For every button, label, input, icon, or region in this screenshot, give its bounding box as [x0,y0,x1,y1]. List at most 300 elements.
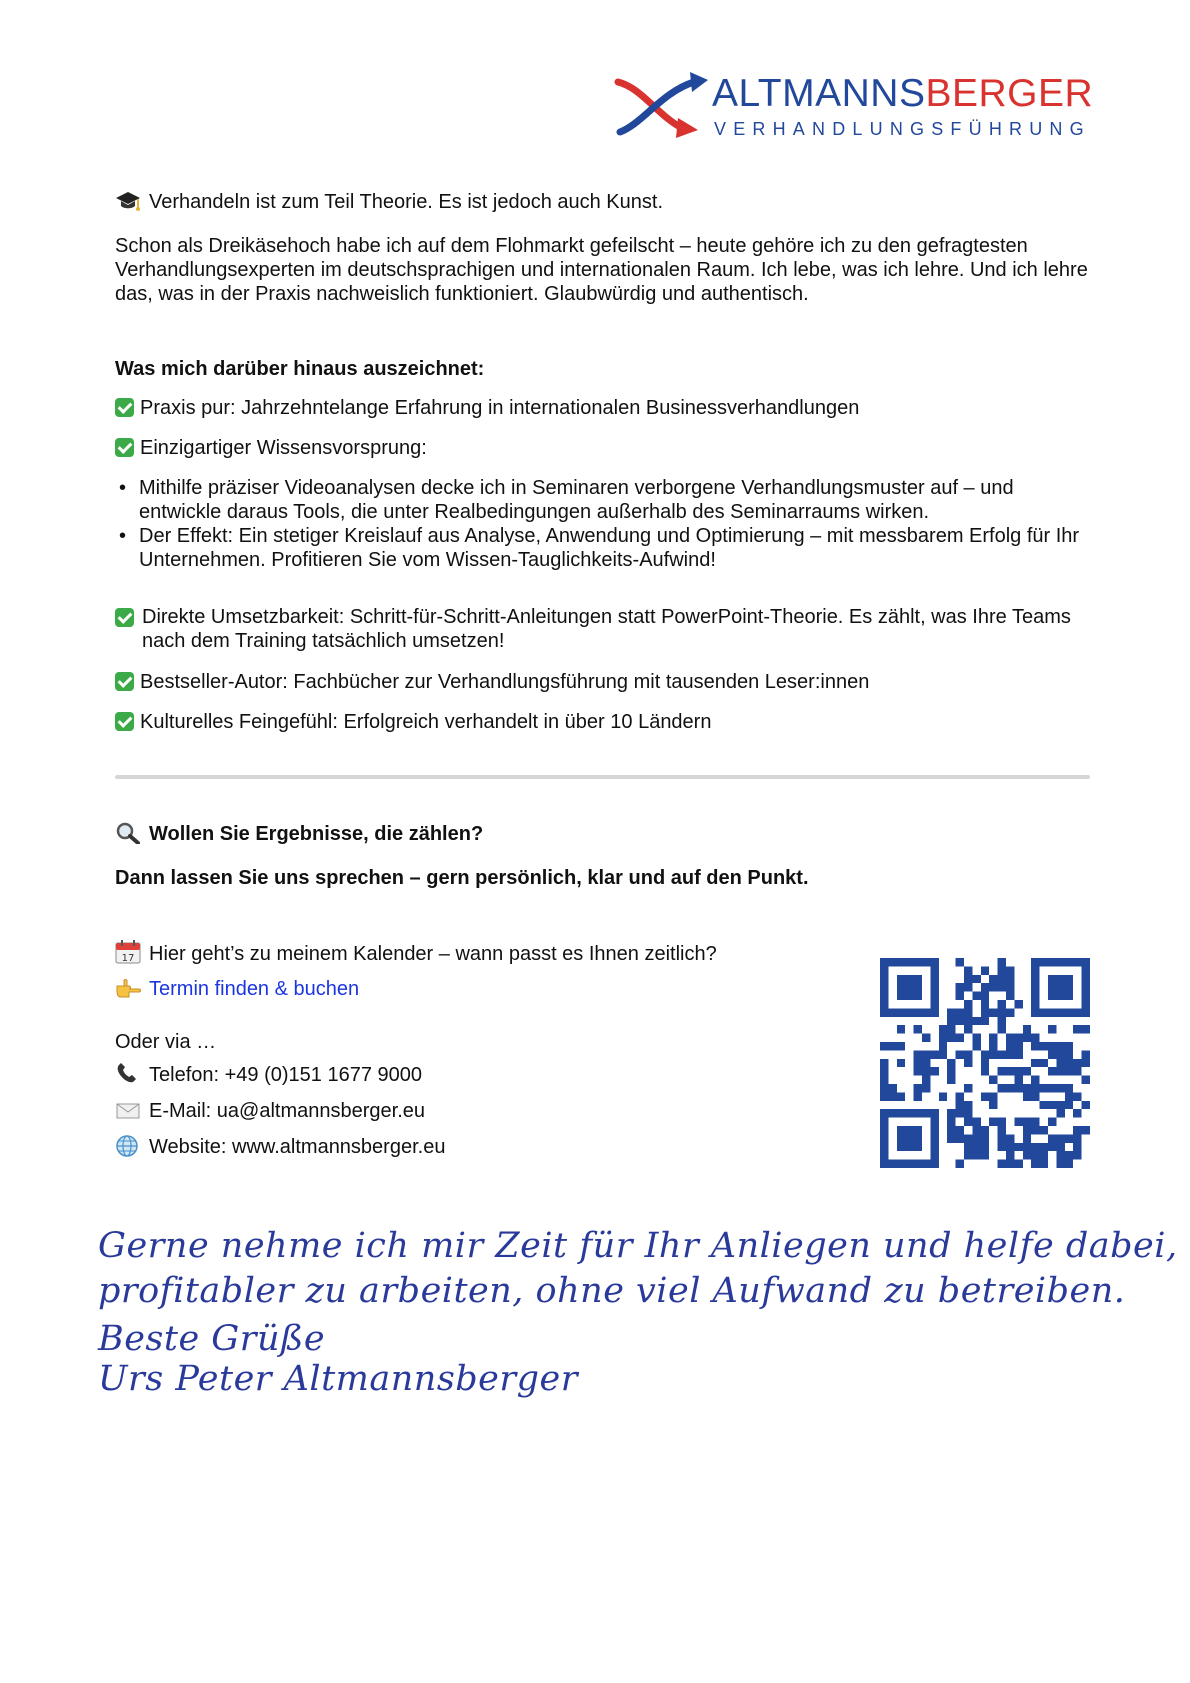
qr-module [981,992,989,1000]
qr-module [998,1126,1006,1134]
qr-module [1006,1134,1014,1142]
qr-module [905,1160,913,1168]
qr-module [939,1042,947,1050]
feature-text: Kulturelles Feingefühl: Erfolgreich verhandelt in über 10 Ländern [140,711,712,733]
qr-module [897,1160,905,1168]
qr-module [1006,1042,1014,1050]
qr-module [1073,1008,1081,1016]
qr-module [1040,1008,1048,1016]
qr-module [1023,1034,1031,1042]
qr-module [964,1084,972,1092]
qr-module [1048,975,1056,983]
qr-module [930,1109,938,1117]
qr-module [1031,1092,1039,1100]
qr-module [930,1067,938,1075]
qr-module [914,958,922,966]
qr-module [1031,958,1039,966]
qr-module [947,1034,955,1042]
qr-module [1006,966,1014,974]
qr-module [1023,1092,1031,1100]
qr-module [930,1118,938,1126]
qr-module [964,1118,972,1126]
qr-module [1073,1059,1081,1067]
qr-module [956,1160,964,1168]
qr-module [998,1000,1006,1008]
logo-word-part1: ALTMANNS [712,72,926,115]
qr-module [897,1042,905,1050]
pointing-hand-icon [115,977,141,999]
qr-module [1082,1050,1090,1058]
qr-module [998,1160,1006,1168]
qr-module [998,958,1006,966]
qr-module [914,1025,922,1033]
qr-module [1048,1118,1056,1126]
qr-module [905,975,913,983]
magnifier-icon [115,822,141,844]
qr-module [897,1008,905,1016]
qr-module [1073,1134,1081,1142]
qr-module [1082,1025,1090,1033]
qr-module [964,1000,972,1008]
qr-module [930,1000,938,1008]
qr-module [880,983,888,991]
qr-module [1031,992,1039,1000]
qr-module [1082,958,1090,966]
qr-module [939,1034,947,1042]
qr-module [1040,1101,1048,1109]
qr-module [1065,983,1073,991]
qr-module [964,1101,972,1109]
qr-module [972,1143,980,1151]
qr-module [989,1118,997,1126]
qr-module [930,1160,938,1168]
qr-module [1031,983,1039,991]
check-icon [115,398,134,417]
qr-module [888,1084,896,1092]
qr-module [1065,1067,1073,1075]
qr-module [888,1160,896,1168]
qr-module [947,1025,955,1033]
qr-module [1073,1092,1081,1100]
qr-module [930,1143,938,1151]
qr-module [1014,1067,1022,1075]
qr-module [1082,992,1090,1000]
qr-module [981,1008,989,1016]
qr-module [1048,1042,1056,1050]
logo-word-part2: BERGER [925,72,1094,115]
qr-module [1065,1008,1073,1016]
qr-module [1031,1118,1039,1126]
qr-module [989,1042,997,1050]
qr-module [1065,992,1073,1000]
qr-module [1048,1067,1056,1075]
qr-module [956,958,964,966]
qr-module [1082,1000,1090,1008]
qr-module [914,1050,922,1058]
qr-module [897,992,905,1000]
qr-module [1065,1059,1073,1067]
company-logo [612,66,1102,146]
qr-module [880,975,888,983]
qr-module [897,1126,905,1134]
qr-module [888,1042,896,1050]
calendar-day: 17 [121,953,135,964]
qr-module [947,1067,955,1075]
qr-module [1006,1034,1014,1042]
qr-module [972,1042,980,1050]
qr-module [1065,1042,1073,1050]
qr-module [1065,1084,1073,1092]
qr-module [914,983,922,991]
feature-item [115,605,1090,653]
qr-module [1056,975,1064,983]
qr-module [1040,1160,1048,1168]
qr-module [897,1134,905,1142]
intro-paragraph: Schon als Dreikäsehoch habe ich auf dem Flohmarkt gefeilscht – heute gehöre ich zu den gefragtesten Verhandlungsexperten im deutschsprachigen und internationalen Raum. Ich lebe, was ich lehre. Und ich lehre das, was in der Praxis nachweislich funktioniert. Glaubwürdig und authentisch. [115,235,1088,305]
qr-module [914,1160,922,1168]
qr-module [1056,1008,1064,1016]
cta-statement: Dann lassen Sie uns sprechen – gern persönlich, klar und auf den Punkt. [115,867,809,889]
qr-module [1031,1084,1039,1092]
qr-module [989,1050,997,1058]
qr-module [905,1109,913,1117]
qr-module [1023,1151,1031,1159]
feature-text: Einzigartiger Wissensvorsprung: [140,437,427,459]
qr-module [972,1134,980,1142]
qr-module [947,1008,955,1016]
qr-module [880,1109,888,1117]
qr-module [1006,1067,1014,1075]
qr-module [998,966,1006,974]
qr-module [1048,1143,1056,1151]
qr-module [905,1134,913,1142]
qr-module [880,958,888,966]
qr-module [1048,983,1056,991]
qr-module [964,1134,972,1142]
qr-module [947,1118,955,1126]
qr-module [947,1134,955,1142]
qr-module [1073,1067,1081,1075]
qr-module [1056,1151,1064,1159]
qr-module [930,1050,938,1058]
qr-module [922,1076,930,1084]
qr-module [956,1101,964,1109]
qr-module [939,1092,947,1100]
qr-module [1031,1042,1039,1050]
arrows-logo-icon [612,70,710,142]
qr-module [897,1059,905,1067]
qr-module [1040,1042,1048,1050]
qr-module [1040,1151,1048,1159]
check-icon [115,712,134,731]
qr-module [1048,1025,1056,1033]
qr-module [981,1092,989,1100]
signature-line: Gerne nehme ich mir Zeit für Ihr Anliegen und helfe dabei, [98,1226,1178,1266]
qr-module [964,1050,972,1058]
qr-module [998,975,1006,983]
qr-module [964,1017,972,1025]
qr-module [1056,1143,1064,1151]
qr-module [956,1034,964,1042]
qr-module [897,1092,905,1100]
qr-module [1056,983,1064,991]
qr-module [1065,1050,1073,1058]
qr-module [922,1008,930,1016]
qr-module [1040,1084,1048,1092]
qr-module [930,1134,938,1142]
logo-wordmark [712,74,1093,113]
qr-module [1073,1143,1081,1151]
qr-module [989,1092,997,1100]
phone-text[interactable]: Telefon: +49 (0)151 1677 9000 [149,1064,422,1086]
feature-text: Direkte Umsetzbarkeit: Schritt-für-Schritt-Anleitungen statt PowerPoint-Theorie. Es zählt, was Ihre Teams nach dem Training tatsächlich umsetzen! [142,606,1071,652]
qr-module [1031,966,1039,974]
qr-module [1056,1059,1064,1067]
qr-module [939,1050,947,1058]
qr-module [1056,1084,1064,1092]
qr-module [922,1109,930,1117]
qr-module [1082,1008,1090,1016]
section-divider [115,775,1090,779]
qr-module [1031,1126,1039,1134]
qr-module [880,1126,888,1134]
qr-module [956,1109,964,1117]
qr-module [1023,1025,1031,1033]
qr-module [905,1008,913,1016]
qr-module [964,966,972,974]
qr-module [964,1109,972,1117]
qr-module [922,1050,930,1058]
qr-module [1065,1134,1073,1142]
qr-module [947,1017,955,1025]
qr-module [1031,1000,1039,1008]
qr-module [1065,1101,1073,1109]
qr-module [914,1067,922,1075]
qr-module [1040,1059,1048,1067]
website-text[interactable]: Website: www.altmannsberger.eu [149,1136,446,1158]
qr-module [1056,958,1064,966]
qr-module [998,1084,1006,1092]
qr-module [981,1151,989,1159]
qr-module [888,1008,896,1016]
bullet-item: • Der Effekt: Ein stetiger Kreislauf aus Analyse, Anwendung und Optimierung – mit messbarem Erfolg für Ihr Unternehmen. Profitieren Sie vom Wissen-Tauglichkeits-Aufwind! [115,524,1090,572]
qr-module [1056,1134,1064,1142]
qr-module [972,975,980,983]
qr-module [1082,983,1090,991]
qr-module [1048,992,1056,1000]
qr-module [1023,1067,1031,1075]
intro-headline: Verhandeln ist zum Teil Theorie. Es ist jedoch auch Kunst. [149,191,663,213]
qr-modules [880,958,1090,1168]
qr-module [930,1126,938,1134]
email-text[interactable]: E-Mail: ua@altmannsberger.eu [149,1100,425,1122]
qr-module [930,1008,938,1016]
alt-contact-text: Oder via … [115,1031,217,1053]
qr-module [930,992,938,1000]
qr-module [905,1126,913,1134]
qr-module [964,1025,972,1033]
qr-module [956,1017,964,1025]
qr-module [1023,1118,1031,1126]
qr-module [1065,1092,1073,1100]
qr-module [947,1076,955,1084]
qr-module [989,983,997,991]
qr-module [914,1126,922,1134]
qr-code[interactable] [880,958,1090,1168]
qr-module [981,966,989,974]
features-heading: Was mich darüber hinaus auszeichnet: [115,358,485,380]
check-icon [115,438,134,457]
qr-module [1006,983,1014,991]
qr-module [956,992,964,1000]
qr-module [1006,1050,1014,1058]
qr-module [981,1134,989,1142]
feature-item [115,670,1090,694]
qr-module [1014,1143,1022,1151]
qr-module [964,1143,972,1151]
qr-module [1006,1160,1014,1168]
qr-module [880,966,888,974]
qr-module [897,975,905,983]
qr-module [1006,1008,1014,1016]
qr-module [1056,1042,1064,1050]
qr-module [998,1008,1006,1016]
qr-module [1065,958,1073,966]
qr-module [964,1151,972,1159]
qr-module [897,958,905,966]
qr-module [888,1109,896,1117]
qr-module [947,1109,955,1117]
qr-module [981,1059,989,1067]
qr-module [1048,1101,1056,1109]
qr-module [998,1050,1006,1058]
qr-module [1056,1109,1064,1117]
qr-module [1048,1134,1056,1142]
qr-module [1082,1126,1090,1134]
qr-module [981,1017,989,1025]
booking-link[interactable]: Termin finden & buchen [149,978,360,1000]
globe-icon [115,1135,141,1157]
qr-module [1082,1059,1090,1067]
feature-item [115,436,1090,460]
qr-module [1065,1160,1073,1168]
qr-module [998,983,1006,991]
qr-module [1023,1143,1031,1151]
calendar-text: Hier geht’s zu meinem Kalender – wann passt es Ihnen zeitlich? [149,943,717,965]
qr-module [964,975,972,983]
qr-module [1040,958,1048,966]
qr-module [930,1151,938,1159]
qr-module [897,1109,905,1117]
qr-module [956,1050,964,1058]
qr-module [914,1143,922,1151]
qr-module [922,1034,930,1042]
qr-module [905,1143,913,1151]
qr-module [1048,1050,1056,1058]
qr-module [1006,1143,1014,1151]
qr-module [880,1151,888,1159]
qr-module [1073,1109,1081,1117]
qr-module [989,975,997,983]
logo-subtitle: VERHANDLUNGSFÜHRUNG [714,119,1091,139]
graduation-cap-icon [115,190,141,212]
qr-module [914,1059,922,1067]
qr-module [880,1042,888,1050]
qr-module [897,1025,905,1033]
qr-module [922,958,930,966]
signature-closing: Beste Grüße [98,1319,326,1359]
feature-text: Praxis pur: Jahrzehntelange Erfahrung in internationalen Businessverhandlungen [140,397,860,419]
qr-module [1056,1067,1064,1075]
qr-module [1031,1143,1039,1151]
qr-module [1014,1034,1022,1042]
check-icon [115,608,134,627]
calendar-icon [115,940,141,962]
cta-question-row [115,822,1090,846]
envelope-icon [115,1099,141,1121]
qr-module [1082,975,1090,983]
qr-module [1048,958,1056,966]
qr-module [1031,1151,1039,1159]
qr-module [939,1025,947,1033]
qr-module [1023,1134,1031,1142]
qr-module [914,1008,922,1016]
qr-module [1073,1025,1081,1033]
qr-module [989,1101,997,1109]
qr-module [947,1059,955,1067]
qr-module [905,983,913,991]
qr-module [989,1076,997,1084]
qr-module [1023,1126,1031,1134]
qr-module [880,1160,888,1168]
qr-module [1056,1101,1064,1109]
qr-module [1014,1076,1022,1084]
qr-module [922,1067,930,1075]
qr-module [956,1092,964,1100]
signature-name: Urs Peter Altmannsberger [98,1359,578,1399]
qr-module [880,1143,888,1151]
cta-question: Wollen Sie Ergebnisse, die zählen? [149,823,484,845]
intro-headline-row [115,190,1090,214]
qr-module [1082,1101,1090,1109]
qr-module [1031,1076,1039,1084]
qr-module [1040,1126,1048,1134]
qr-module [998,1143,1006,1151]
qr-module [981,1050,989,1058]
phone-icon [115,1063,141,1085]
qr-module [914,1109,922,1117]
qr-module [905,992,913,1000]
qr-module [880,1008,888,1016]
qr-module [972,1118,980,1126]
qr-module [1031,1034,1039,1042]
qr-module [897,1143,905,1151]
qr-module [930,983,938,991]
qr-module [1056,1050,1064,1058]
qr-module [972,1017,980,1025]
qr-module [880,1084,888,1092]
qr-module [1014,1050,1022,1058]
qr-module [1073,1126,1081,1134]
bullet-item: • Mithilfe präziser Videoanalysen decke ich in Seminaren verborgene Verhandlungsmuster auf – und entwickle daraus Tools, die unter Realbedingungen außerhalb des Seminarraums wirken. [115,476,1090,524]
qr-module [981,1000,989,1008]
feature-item [115,396,1090,420]
qr-module [888,958,896,966]
feature-bullet-list [115,476,1090,572]
feature-item [115,710,1090,734]
qr-module [1082,1076,1090,1084]
qr-module [1014,1084,1022,1092]
